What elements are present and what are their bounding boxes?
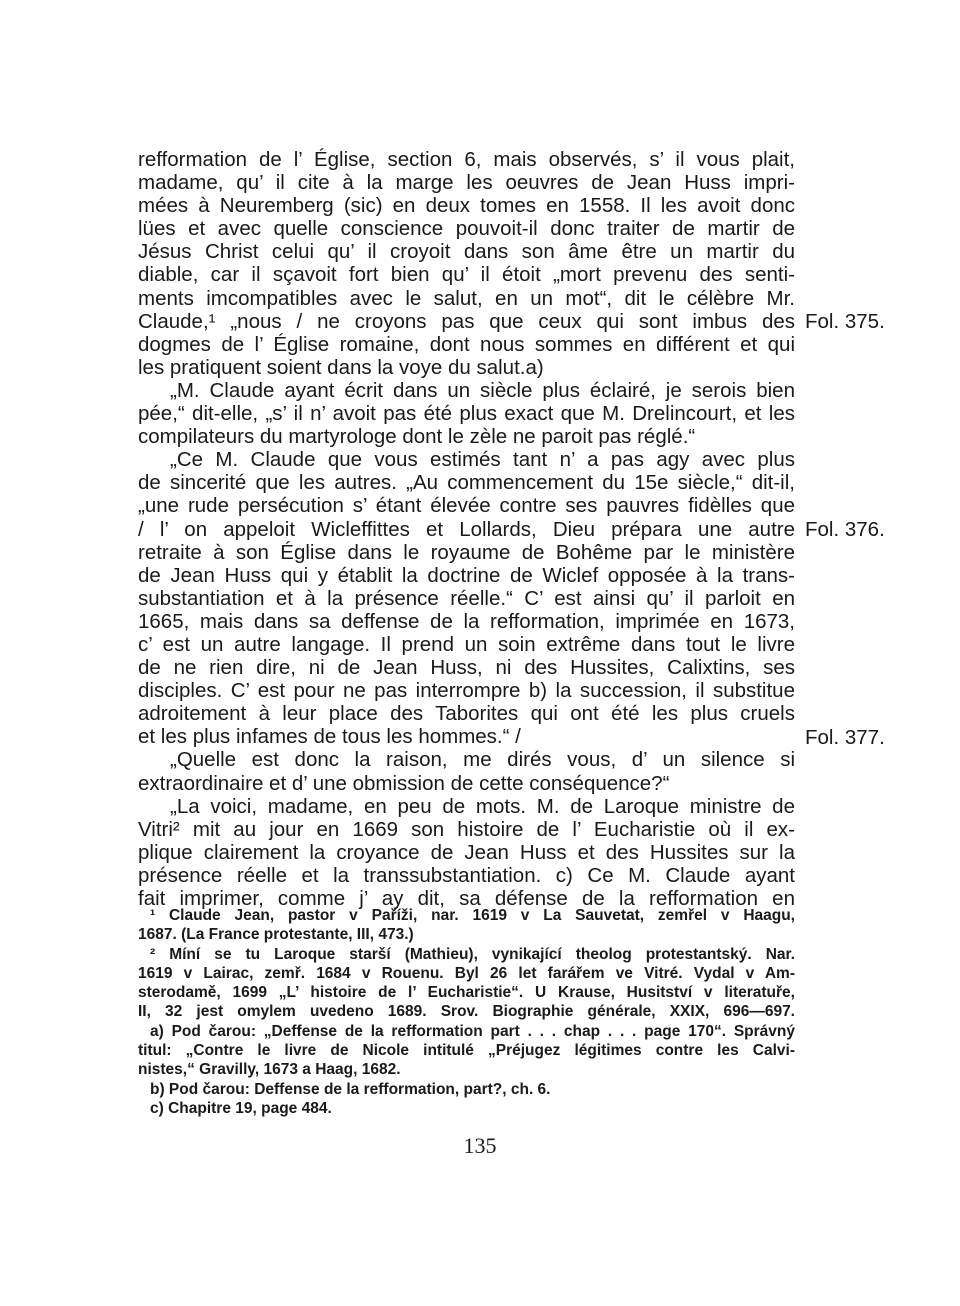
text-line: pée,“ dit-elle, „s’ il n’ avoit pas été plus exact que M. Drelincourt, et les xyxy=(138,402,795,426)
text-line: substantiation et à la présence réelle.“ C’ est ainsi qu’ il parloit en xyxy=(138,586,795,610)
footnote-line: b) Pod čarou: Deffense de la refformation, part?, ch. 6. xyxy=(150,1080,551,1098)
text-line: et les plus infames de tous les hommes.“ / xyxy=(138,725,521,749)
text-line: 1665, mais dans sa deffense de la refformation, imprimée en 1673, xyxy=(138,609,795,633)
text-line: ments imcompatibles avec le salut, en un mot“, dit le célèbre Mr. xyxy=(138,286,795,310)
text-line: „une rude persécution s’ étant élevée contre ses pauvres fidèlles que xyxy=(138,494,795,518)
text-line: madame, qu’ il cite à la marge les oeuvres de Jean Huss impri- xyxy=(138,171,795,195)
footnote-line: ¹ Claude Jean, pastor v Paříži, nar. 1619 v La Sauvetat, zemřel v Haagu, xyxy=(150,907,795,924)
text-line: lües et avec quelle conscience pouvoit-il donc traiter de martir de xyxy=(138,217,795,241)
text-line: diable, car il sçavoit fort bien qu’ il étoit „mort prevenu des senti- xyxy=(138,263,795,287)
footnote-line: 1687. (La France protestante, III, 473.) xyxy=(138,926,414,944)
text-line: dogmes de l’ Église romaine, dont nous sommes en différent et qui xyxy=(138,332,795,356)
text-line: / l’ on appeloit Wicleffittes et Lollards, Dieu prépara une autre xyxy=(138,517,795,541)
text-line: „Quelle est donc la raison, me dirés vous, d’ un silence si xyxy=(170,748,795,772)
folio-margin-note: Fol. 376. xyxy=(805,517,885,541)
text-line: mées à Neuremberg (sic) en deux tomes en 1558. Il les avoit donc xyxy=(138,194,795,218)
text-line: de ne rien dire, ni de Jean Huss, ni des Hussites, Calixtins, ses xyxy=(138,656,795,680)
footnote-line: c) Chapitre 19, page 484. xyxy=(150,1099,332,1117)
footnote-line: nistes,“ Gravilly, 1673 a Haag, 1682. xyxy=(138,1061,401,1079)
text-line: „M. Claude ayant écrit dans un siècle plus éclairé, je serois bien xyxy=(170,378,795,402)
text-line: „Ce M. Claude que vous estimés tant n’ a pas agy avec plus xyxy=(170,448,795,472)
text-line: les pratiquent soient dans la voye du salut.a) xyxy=(138,355,544,379)
main-text-block xyxy=(138,148,795,910)
text-line: Vitri² mit au jour en 1669 son histoire de l’ Eucharistie où il ex- xyxy=(138,817,795,841)
footnotes-block xyxy=(138,906,795,1118)
page-number: 135 xyxy=(463,1133,497,1158)
footnote-line: 1619 v Lairac, zemř. 1684 v Rouenu. Byl 26 let farářem ve Vitré. Vydal v Am- xyxy=(138,964,795,982)
text-line: de sincerité que les autres. „Au commencement du 15e siècle,“ dit-il, xyxy=(138,471,795,495)
text-line: Claude,¹ „nous / ne croyons pas que ceux qui sont imbus des xyxy=(138,309,795,333)
text-line: disciples. C’ est pour ne pas interrompre b) la succession, il substitue xyxy=(138,679,795,703)
text-line: Jésus Christ celui qu’ il croyoit dans son âme être un martir du xyxy=(138,240,795,264)
text-line: c’ est un autre langage. Il prend un soin extrême dans tout le livre xyxy=(138,632,795,656)
text-line: „La voici, madame, en peu de mots. M. de Laroque ministre de xyxy=(170,794,795,818)
text-line: de Jean Huss qui y établit la doctrine de Wiclef opposée à la trans- xyxy=(138,563,795,587)
folio-margin-note: Fol. 377. xyxy=(805,725,885,749)
footnote-line: II, 32 jest omylem uvedeno 1689. Srov. Biographie générale, XXIX, 696—697. xyxy=(138,1003,795,1021)
footnote-line: sterodamě, 1699 „L’ histoire de l’ Eucharistie“. U Krause, Husitství v literatuře, xyxy=(138,984,795,1002)
folio-margin-note: Fol. 375. xyxy=(805,309,885,333)
text-line: retraite à son Église dans le royaume de Bohême par le ministère xyxy=(138,540,795,564)
footnote-line: a) Pod čarou: „Deffense de la refformation part . . . chap . . . page 170“. Správný xyxy=(150,1022,795,1040)
text-line: fait imprimer, comme j’ ay dit, sa défense de la refformation en xyxy=(138,887,795,910)
text-line: présence réelle et la transsubstantiation. c) Ce M. Claude ayant xyxy=(138,863,795,887)
footnote-line: ² Míní se tu Laroque starší (Mathieu), vynikající theolog protestantský. Nar. xyxy=(150,945,795,963)
text-line: extraordinaire et d’ une obmission de cette conséquence?“ xyxy=(138,771,670,795)
text-line: compilateurs du martyrologe dont le zèle ne paroit pas réglé.“ xyxy=(138,425,696,449)
text-line: refformation de l’ Église, section 6, mais observés, s’ il vous plait, xyxy=(138,148,795,171)
footnote-line: titul: „Contre le livre de Nicole intitulé „Préjugez légitimes contre les Calvi- xyxy=(138,1042,795,1060)
text-line: adroitement à leur place des Taborites qui ont été les plus cruels xyxy=(138,702,795,726)
text-line: plique clairement la croyance de Jean Huss et des Hussites sur la xyxy=(138,840,795,864)
